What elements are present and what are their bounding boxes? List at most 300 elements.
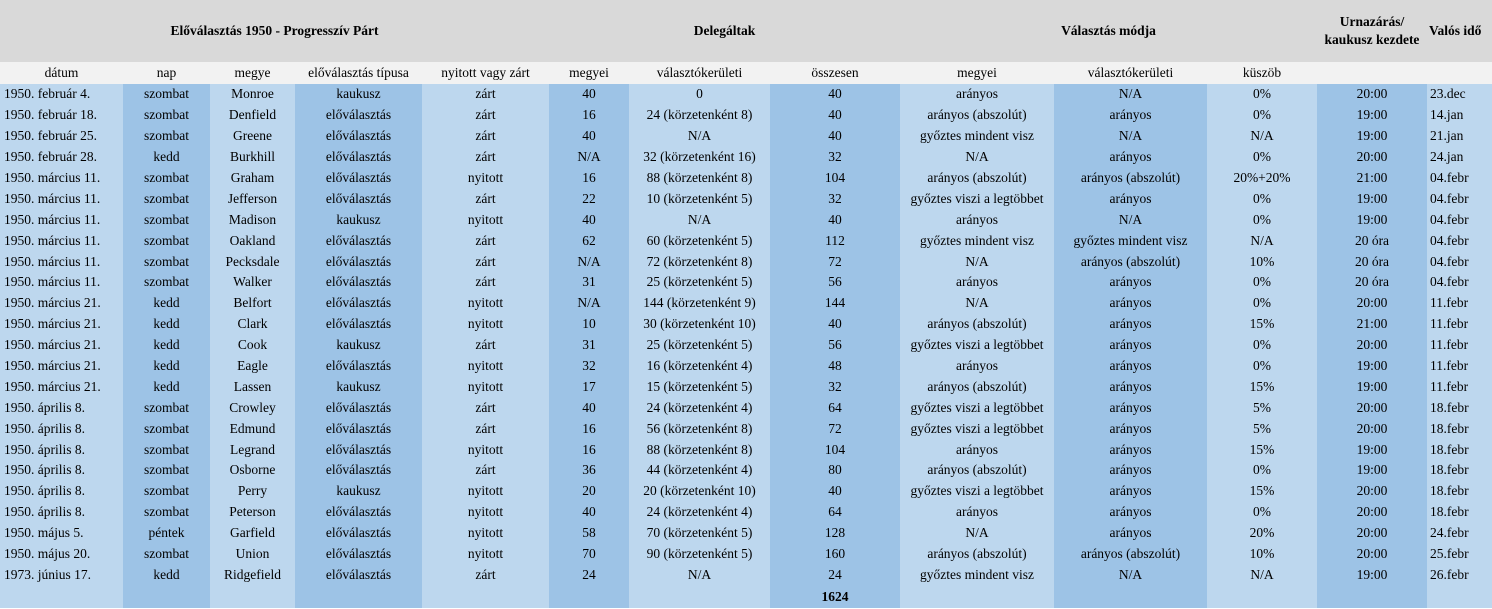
- table-row: [0, 523, 1492, 544]
- cell-method-district: N/A: [1054, 564, 1207, 585]
- cell-method-county: győztes mindent visz: [900, 230, 1054, 251]
- cell-county: Denfield: [210, 105, 295, 126]
- cell-poll-close: 21:00: [1317, 168, 1427, 189]
- cell-delegates-district: 24 (körzetenként 8): [629, 105, 770, 126]
- cell-method-district: arányos (abszolút): [1054, 544, 1207, 565]
- cell-type: kaukusz: [295, 376, 422, 397]
- header-poll-close: Urnazárás/ kaukusz kezdete: [1317, 0, 1427, 62]
- cell-type: előválasztás: [295, 418, 422, 439]
- cell-method-district: arányos (abszolút): [1054, 251, 1207, 272]
- header-real-time: Valós idő: [1427, 0, 1492, 62]
- cell-date: 1950. február 4.: [0, 84, 123, 105]
- cell-county: Legrand: [210, 439, 295, 460]
- cell-real-time: 11.febr: [1427, 293, 1492, 314]
- cell-open-closed: zárt: [422, 126, 549, 147]
- cell-poll-close: 20 óra: [1317, 272, 1427, 293]
- cell-delegates-county: 17: [549, 376, 629, 397]
- cell-method-district: arányos: [1054, 376, 1207, 397]
- col-poll-close: [1317, 62, 1427, 84]
- cell-delegates-county: 36: [549, 460, 629, 481]
- cell-date: 1950. március 11.: [0, 209, 123, 230]
- cell-delegates-district: 144 (körzetenként 9): [629, 293, 770, 314]
- cell-method-county: arányos: [900, 439, 1054, 460]
- cell-delegates-county: 22: [549, 188, 629, 209]
- cell-open-closed: zárt: [422, 251, 549, 272]
- cell-delegates-district: 15 (körzetenként 5): [629, 376, 770, 397]
- cell-type: előválasztás: [295, 523, 422, 544]
- cell-threshold: 0%: [1207, 460, 1317, 481]
- cell-delegates-total: 32: [770, 147, 900, 168]
- cell-open-closed: nyitott: [422, 356, 549, 377]
- cell-method-county: arányos: [900, 356, 1054, 377]
- cell-type: előválasztás: [295, 397, 422, 418]
- cell-day: kedd: [123, 564, 210, 585]
- cell-type: előválasztás: [295, 105, 422, 126]
- cell-threshold: 5%: [1207, 397, 1317, 418]
- table-row: [0, 272, 1492, 293]
- cell-threshold: 0%: [1207, 147, 1317, 168]
- cell-delegates-county: 58: [549, 523, 629, 544]
- cell-open-closed: nyitott: [422, 544, 549, 565]
- cell-threshold: N/A: [1207, 230, 1317, 251]
- cell-delegates-county: 16: [549, 439, 629, 460]
- cell-real-time: 23.dec: [1427, 84, 1492, 105]
- col-method-district: választókerületi: [1054, 62, 1207, 84]
- cell-date: 1950. március 11.: [0, 251, 123, 272]
- cell-date: 1950. március 11.: [0, 188, 123, 209]
- cell-method-district: arányos: [1054, 335, 1207, 356]
- cell-county: Eagle: [210, 356, 295, 377]
- cell-method-district: N/A: [1054, 84, 1207, 105]
- cell-delegates-district: N/A: [629, 126, 770, 147]
- col-delegates-total: összesen: [770, 62, 900, 84]
- cell-type: előválasztás: [295, 230, 422, 251]
- cell-type: kaukusz: [295, 84, 422, 105]
- cell-method-district: arányos: [1054, 439, 1207, 460]
- cell-poll-close: 20:00: [1317, 502, 1427, 523]
- cell-delegates-county: N/A: [549, 293, 629, 314]
- cell-county: Graham: [210, 168, 295, 189]
- cell-date: 1950. május 5.: [0, 523, 123, 544]
- cell-date: 1950. március 11.: [0, 272, 123, 293]
- cell-county: Greene: [210, 126, 295, 147]
- cell-method-county: N/A: [900, 147, 1054, 168]
- cell-real-time: 04.febr: [1427, 272, 1492, 293]
- cell-poll-close: 20:00: [1317, 84, 1427, 105]
- cell-date: 1950. március 11.: [0, 168, 123, 189]
- cell-method-district: arányos: [1054, 418, 1207, 439]
- cell-day: szombat: [123, 460, 210, 481]
- cell-method-county: arányos: [900, 84, 1054, 105]
- cell-real-time: 18.febr: [1427, 418, 1492, 439]
- cell-day: kedd: [123, 147, 210, 168]
- cell-delegates-district: 16 (körzetenként 4): [629, 356, 770, 377]
- cell-type: kaukusz: [295, 209, 422, 230]
- cell-threshold: 20%: [1207, 523, 1317, 544]
- cell-delegates-total: 32: [770, 188, 900, 209]
- cell-county: Union: [210, 544, 295, 565]
- cell-delegates-total: 32: [770, 376, 900, 397]
- cell-type: előválasztás: [295, 251, 422, 272]
- cell-method-district: arányos: [1054, 397, 1207, 418]
- cell-delegates-district: 88 (körzetenként 8): [629, 439, 770, 460]
- cell-date: 1950. április 8.: [0, 397, 123, 418]
- cell-method-county: győztes viszi a legtöbbet: [900, 188, 1054, 209]
- cell-method-county: arányos (abszolút): [900, 105, 1054, 126]
- cell-day: szombat: [123, 418, 210, 439]
- cell-type: előválasztás: [295, 147, 422, 168]
- cell-method-county: arányos (abszolút): [900, 544, 1054, 565]
- cell-open-closed: nyitott: [422, 439, 549, 460]
- cell-date: 1950. március 21.: [0, 293, 123, 314]
- cell-delegates-total: 40: [770, 481, 900, 502]
- table-row: [0, 502, 1492, 523]
- table-row: [0, 314, 1492, 335]
- cell-delegates-total: 40: [770, 84, 900, 105]
- cell-day: szombat: [123, 251, 210, 272]
- cell-poll-close: 20:00: [1317, 544, 1427, 565]
- cell-method-district: N/A: [1054, 209, 1207, 230]
- cell-delegates-county: 32: [549, 356, 629, 377]
- cell-date: 1950. március 11.: [0, 230, 123, 251]
- cell-delegates-total: 64: [770, 502, 900, 523]
- cell-real-time: 11.febr: [1427, 314, 1492, 335]
- cell-county: Crowley: [210, 397, 295, 418]
- cell-type: kaukusz: [295, 481, 422, 502]
- cell-real-time: 04.febr: [1427, 188, 1492, 209]
- cell-delegates-total: 64: [770, 397, 900, 418]
- cell-threshold: 0%: [1207, 84, 1317, 105]
- cell-threshold: 0%: [1207, 105, 1317, 126]
- cell-poll-close: 20:00: [1317, 481, 1427, 502]
- cell-method-county: győztes viszi a legtöbbet: [900, 418, 1054, 439]
- cell-date: 1950. április 8.: [0, 460, 123, 481]
- cell-type: előválasztás: [295, 188, 422, 209]
- cell-poll-close: 20:00: [1317, 147, 1427, 168]
- cell-date: 1950. március 21.: [0, 335, 123, 356]
- cell-delegates-county: 10: [549, 314, 629, 335]
- cell-threshold: 0%: [1207, 188, 1317, 209]
- cell-poll-close: 20 óra: [1317, 251, 1427, 272]
- cell-county: Pecksdale: [210, 251, 295, 272]
- cell-open-closed: nyitott: [422, 314, 549, 335]
- cell-date: 1950. március 21.: [0, 314, 123, 335]
- cell-method-district: arányos: [1054, 523, 1207, 544]
- cell-date: 1950. február 25.: [0, 126, 123, 147]
- cell-county: Peterson: [210, 502, 295, 523]
- cell-threshold: 0%: [1207, 209, 1317, 230]
- cell-delegates-total: 160: [770, 544, 900, 565]
- cell-threshold: 10%: [1207, 544, 1317, 565]
- cell-delegates-county: N/A: [549, 147, 629, 168]
- cell-type: előválasztás: [295, 272, 422, 293]
- cell-real-time: 18.febr: [1427, 397, 1492, 418]
- cell-delegates-total: 80: [770, 460, 900, 481]
- cell-threshold: N/A: [1207, 564, 1317, 585]
- cell-method-district: arányos: [1054, 147, 1207, 168]
- cell-open-closed: nyitott: [422, 376, 549, 397]
- cell-delegates-district: 30 (körzetenként 10): [629, 314, 770, 335]
- cell-threshold: 20%+20%: [1207, 168, 1317, 189]
- table-row: [0, 481, 1492, 502]
- cell-delegates-total: 40: [770, 126, 900, 147]
- cell-delegates-district: 90 (körzetenként 5): [629, 544, 770, 565]
- table-row: [0, 460, 1492, 481]
- cell-delegates-total: 128: [770, 523, 900, 544]
- header-delegates-group: Delegáltak: [549, 0, 900, 62]
- cell-open-closed: zárt: [422, 84, 549, 105]
- table-row: [0, 251, 1492, 272]
- cell-delegates-total: 104: [770, 439, 900, 460]
- cell-delegates-district: 24 (körzetenként 4): [629, 397, 770, 418]
- cell-day: szombat: [123, 272, 210, 293]
- cell-day: péntek: [123, 523, 210, 544]
- cell-delegates-district: 32 (körzetenként 16): [629, 147, 770, 168]
- cell-real-time: 04.febr: [1427, 209, 1492, 230]
- cell-method-county: győztes mindent visz: [900, 126, 1054, 147]
- group-header-row: [0, 0, 1492, 62]
- cell-real-time: 04.febr: [1427, 230, 1492, 251]
- table-row: [0, 84, 1492, 105]
- cell-method-district: arányos: [1054, 293, 1207, 314]
- cell-delegates-district: 25 (körzetenként 5): [629, 272, 770, 293]
- cell-county: Ridgefield: [210, 564, 295, 585]
- cell-poll-close: 20:00: [1317, 418, 1427, 439]
- cell-method-district: győztes mindent visz: [1054, 230, 1207, 251]
- table-row: [0, 356, 1492, 377]
- cell-open-closed: zárt: [422, 188, 549, 209]
- cell-delegates-total: 112: [770, 230, 900, 251]
- cell-threshold: N/A: [1207, 126, 1317, 147]
- cell-delegates-district: 0: [629, 84, 770, 105]
- cell-type: előválasztás: [295, 168, 422, 189]
- cell-date: 1950. április 8.: [0, 481, 123, 502]
- table-row: [0, 293, 1492, 314]
- cell-real-time: 11.febr: [1427, 335, 1492, 356]
- cell-day: szombat: [123, 168, 210, 189]
- cell-poll-close: 21:00: [1317, 314, 1427, 335]
- cell-real-time: 25.febr: [1427, 544, 1492, 565]
- cell-day: szombat: [123, 230, 210, 251]
- cell-open-closed: zárt: [422, 397, 549, 418]
- cell-day: szombat: [123, 209, 210, 230]
- table-row: [0, 439, 1492, 460]
- col-threshold: küszöb: [1207, 62, 1317, 84]
- cell-delegates-total: 48: [770, 356, 900, 377]
- cell-delegates-district: 25 (körzetenként 5): [629, 335, 770, 356]
- cell-day: szombat: [123, 397, 210, 418]
- cell-delegates-total: 24: [770, 564, 900, 585]
- cell-delegates-county: 24: [549, 564, 629, 585]
- cell-real-time: 18.febr: [1427, 439, 1492, 460]
- cell-day: kedd: [123, 293, 210, 314]
- cell-day: szombat: [123, 439, 210, 460]
- column-header-row: [0, 62, 1492, 84]
- cell-delegates-district: 60 (körzetenként 5): [629, 230, 770, 251]
- cell-county: Cook: [210, 335, 295, 356]
- cell-method-county: arányos (abszolút): [900, 168, 1054, 189]
- col-delegates-district: választókerületi: [629, 62, 770, 84]
- cell-threshold: 15%: [1207, 439, 1317, 460]
- cell-county: Oakland: [210, 230, 295, 251]
- cell-poll-close: 20 óra: [1317, 230, 1427, 251]
- cell-type: előválasztás: [295, 460, 422, 481]
- cell-poll-close: 19:00: [1317, 356, 1427, 377]
- cell-day: szombat: [123, 126, 210, 147]
- cell-county: Jefferson: [210, 188, 295, 209]
- cell-method-district: arányos: [1054, 188, 1207, 209]
- cell-type: előválasztás: [295, 314, 422, 335]
- cell-method-county: arányos: [900, 209, 1054, 230]
- cell-method-county: győztes viszi a legtöbbet: [900, 481, 1054, 502]
- cell-open-closed: zárt: [422, 418, 549, 439]
- table-row: [0, 418, 1492, 439]
- cell-delegates-county: 16: [549, 168, 629, 189]
- cell-day: kedd: [123, 376, 210, 397]
- cell-county: Belfort: [210, 293, 295, 314]
- cell-date: 1950. február 18.: [0, 105, 123, 126]
- cell-county: Burkhill: [210, 147, 295, 168]
- cell-method-district: arányos (abszolút): [1054, 168, 1207, 189]
- cell-type: előválasztás: [295, 293, 422, 314]
- cell-date: 1950. február 28.: [0, 147, 123, 168]
- cell-method-district: N/A: [1054, 126, 1207, 147]
- cell-threshold: 0%: [1207, 502, 1317, 523]
- cell-type: előválasztás: [295, 439, 422, 460]
- cell-method-district: arányos: [1054, 502, 1207, 523]
- cell-date: 1950. április 8.: [0, 502, 123, 523]
- cell-date: 1973. június 17.: [0, 564, 123, 585]
- cell-delegates-county: 70: [549, 544, 629, 565]
- cell-delegates-county: 40: [549, 502, 629, 523]
- table-row: [0, 147, 1492, 168]
- table-row: [0, 209, 1492, 230]
- cell-poll-close: 19:00: [1317, 376, 1427, 397]
- cell-delegates-total: 144: [770, 293, 900, 314]
- cell-method-county: arányos (abszolút): [900, 460, 1054, 481]
- cell-county: Monroe: [210, 84, 295, 105]
- table-row: [0, 544, 1492, 565]
- cell-method-district: arányos: [1054, 314, 1207, 335]
- cell-delegates-total: 72: [770, 251, 900, 272]
- cell-method-county: arányos: [900, 502, 1054, 523]
- cell-open-closed: zárt: [422, 105, 549, 126]
- cell-date: 1950. április 8.: [0, 439, 123, 460]
- cell-real-time: 04.febr: [1427, 168, 1492, 189]
- cell-delegates-county: 40: [549, 126, 629, 147]
- cell-open-closed: nyitott: [422, 209, 549, 230]
- cell-open-closed: zárt: [422, 564, 549, 585]
- cell-real-time: 21.jan: [1427, 126, 1492, 147]
- cell-real-time: 18.febr: [1427, 502, 1492, 523]
- cell-poll-close: 19:00: [1317, 460, 1427, 481]
- cell-open-closed: nyitott: [422, 502, 549, 523]
- cell-poll-close: 19:00: [1317, 105, 1427, 126]
- cell-delegates-district: 20 (körzetenként 10): [629, 481, 770, 502]
- cell-day: szombat: [123, 481, 210, 502]
- table-row: [0, 564, 1492, 585]
- cell-delegates-county: 40: [549, 84, 629, 105]
- cell-poll-close: 20:00: [1317, 335, 1427, 356]
- cell-delegates-county: 16: [549, 418, 629, 439]
- cell-threshold: 0%: [1207, 356, 1317, 377]
- cell-delegates-total: 40: [770, 209, 900, 230]
- cell-day: szombat: [123, 84, 210, 105]
- cell-date: 1950. március 21.: [0, 356, 123, 377]
- cell-poll-close: 19:00: [1317, 188, 1427, 209]
- header-method-group: Választás módja: [900, 0, 1317, 62]
- col-delegates-county: megyei: [549, 62, 629, 84]
- cell-threshold: 15%: [1207, 481, 1317, 502]
- cell-real-time: 24.febr: [1427, 523, 1492, 544]
- cell-method-county: győztes viszi a legtöbbet: [900, 397, 1054, 418]
- cell-day: szombat: [123, 544, 210, 565]
- cell-poll-close: 20:00: [1317, 293, 1427, 314]
- cell-day: szombat: [123, 105, 210, 126]
- col-real-time: [1427, 62, 1492, 84]
- cell-delegates-total: 56: [770, 335, 900, 356]
- cell-method-county: arányos (abszolút): [900, 314, 1054, 335]
- cell-delegates-total: 72: [770, 418, 900, 439]
- cell-threshold: 15%: [1207, 376, 1317, 397]
- cell-method-district: arányos: [1054, 460, 1207, 481]
- cell-method-county: N/A: [900, 251, 1054, 272]
- table-row: [0, 188, 1492, 209]
- cell-method-district: arányos: [1054, 356, 1207, 377]
- cell-real-time: 18.febr: [1427, 481, 1492, 502]
- cell-delegates-county: N/A: [549, 251, 629, 272]
- table-row: [0, 397, 1492, 418]
- cell-delegates-district: 72 (körzetenként 8): [629, 251, 770, 272]
- table-row: [0, 376, 1492, 397]
- cell-date: 1950. március 21.: [0, 376, 123, 397]
- cell-delegates-total: 40: [770, 105, 900, 126]
- delegates-total-sum: 1624: [770, 585, 900, 608]
- cell-poll-close: 19:00: [1317, 209, 1427, 230]
- cell-poll-close: 19:00: [1317, 564, 1427, 585]
- cell-day: szombat: [123, 188, 210, 209]
- cell-open-closed: zárt: [422, 272, 549, 293]
- col-county: megye: [210, 62, 295, 84]
- col-type: előválasztás típusa: [295, 62, 422, 84]
- table-row: [0, 126, 1492, 147]
- cell-threshold: 0%: [1207, 293, 1317, 314]
- header-primary-group: Előválasztás 1950 - Progresszív Párt: [0, 0, 549, 62]
- cell-real-time: 14.jan: [1427, 105, 1492, 126]
- cell-delegates-total: 40: [770, 314, 900, 335]
- cell-day: kedd: [123, 314, 210, 335]
- cell-real-time: 04.febr: [1427, 251, 1492, 272]
- cell-date: 1950. április 8.: [0, 418, 123, 439]
- cell-day: kedd: [123, 356, 210, 377]
- col-open-closed: nyitott vagy zárt: [422, 62, 549, 84]
- cell-delegates-county: 31: [549, 272, 629, 293]
- cell-delegates-county: 20: [549, 481, 629, 502]
- cell-threshold: 0%: [1207, 272, 1317, 293]
- cell-real-time: 26.febr: [1427, 564, 1492, 585]
- cell-open-closed: nyitott: [422, 481, 549, 502]
- cell-delegates-county: 62: [549, 230, 629, 251]
- cell-type: előválasztás: [295, 126, 422, 147]
- cell-poll-close: 20:00: [1317, 397, 1427, 418]
- cell-delegates-district: 56 (körzetenként 8): [629, 418, 770, 439]
- cell-method-district: arányos: [1054, 272, 1207, 293]
- cell-county: Madison: [210, 209, 295, 230]
- cell-method-county: győztes mindent visz: [900, 564, 1054, 585]
- cell-type: előválasztás: [295, 544, 422, 565]
- cell-delegates-district: N/A: [629, 564, 770, 585]
- cell-county: Walker: [210, 272, 295, 293]
